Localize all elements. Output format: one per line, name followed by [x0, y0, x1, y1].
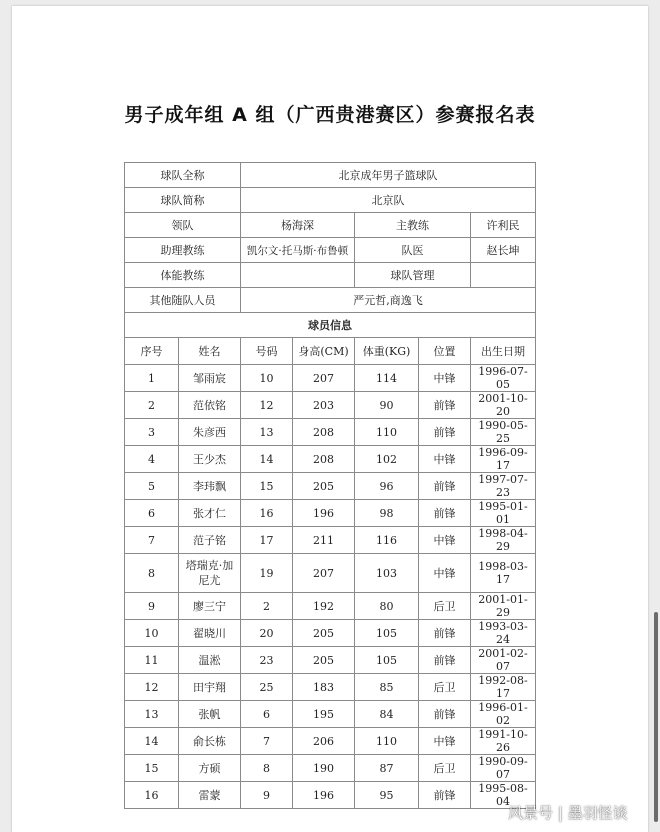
player-number: 2 [241, 593, 293, 620]
player-number: 25 [241, 674, 293, 701]
player-number: 10 [241, 365, 293, 392]
player-index: 14 [125, 728, 179, 755]
doctor-value: 赵长坤 [471, 238, 536, 263]
table-row [125, 554, 536, 593]
manager-value [471, 263, 536, 288]
player-weight: 102 [355, 446, 419, 473]
doctor-label: 队医 [355, 238, 471, 263]
player-name: 方硕 [179, 755, 241, 782]
player-position: 后卫 [419, 593, 471, 620]
player-name: 朱彦西 [179, 419, 241, 446]
player-birthdate: 1991-10-26 [471, 728, 536, 755]
player-number: 15 [241, 473, 293, 500]
player-position: 中锋 [419, 554, 471, 593]
scrollbar[interactable] [654, 612, 658, 822]
players-section-row [125, 313, 536, 338]
player-position: 中锋 [419, 365, 471, 392]
player-index: 15 [125, 755, 179, 782]
player-number: 20 [241, 620, 293, 647]
player-name: 廖三宁 [179, 593, 241, 620]
player-name: 范依铭 [179, 392, 241, 419]
table-row [125, 446, 536, 473]
table-row [125, 782, 536, 809]
player-birthdate: 1995-08-04 [471, 782, 536, 809]
team-full-name-row [125, 163, 536, 188]
player-height: 208 [293, 419, 355, 446]
leader-label: 领队 [125, 213, 241, 238]
player-index: 9 [125, 593, 179, 620]
others-value: 严元哲,商逸飞 [241, 288, 536, 313]
table-row [125, 674, 536, 701]
player-number: 16 [241, 500, 293, 527]
player-index: 13 [125, 701, 179, 728]
player-index: 4 [125, 446, 179, 473]
player-name: 李玮飘 [179, 473, 241, 500]
player-name: 翟晓川 [179, 620, 241, 647]
player-height: 196 [293, 500, 355, 527]
leader-value: 杨海深 [241, 213, 355, 238]
player-name: 范子铭 [179, 527, 241, 554]
player-height: 183 [293, 674, 355, 701]
leader-row [125, 213, 536, 238]
player-weight: 85 [355, 674, 419, 701]
player-birthdate: 2001-10-20 [471, 392, 536, 419]
fitness-value [241, 263, 355, 288]
player-index: 10 [125, 620, 179, 647]
player-index: 6 [125, 500, 179, 527]
player-name: 王少杰 [179, 446, 241, 473]
player-height: 192 [293, 593, 355, 620]
watermark: 风景号 | 墨羽怪谈 [508, 804, 628, 822]
others-row [125, 288, 536, 313]
registration-table [124, 162, 536, 809]
player-weight: 84 [355, 701, 419, 728]
player-number: 9 [241, 782, 293, 809]
player-number: 14 [241, 446, 293, 473]
player-name: 张才仁 [179, 500, 241, 527]
player-birthdate: 1990-09-07 [471, 755, 536, 782]
player-birthdate: 2001-02-07 [471, 647, 536, 674]
player-name: 俞长栋 [179, 728, 241, 755]
player-weight: 87 [355, 755, 419, 782]
others-label: 其他随队人员 [125, 288, 241, 313]
assistant-row [125, 238, 536, 263]
player-height: 195 [293, 701, 355, 728]
col-header-height: 身高(CM) [293, 338, 355, 365]
table-row [125, 755, 536, 782]
player-position: 前锋 [419, 473, 471, 500]
player-birthdate: 1996-01-02 [471, 701, 536, 728]
fitness-row [125, 263, 536, 288]
player-position: 前锋 [419, 620, 471, 647]
player-name: 邹雨宸 [179, 365, 241, 392]
table-row [125, 527, 536, 554]
player-height: 196 [293, 782, 355, 809]
player-birthdate: 1993-03-24 [471, 620, 536, 647]
player-number: 12 [241, 392, 293, 419]
player-index: 12 [125, 674, 179, 701]
player-index: 3 [125, 419, 179, 446]
table-row [125, 500, 536, 527]
player-position: 前锋 [419, 392, 471, 419]
player-number: 17 [241, 527, 293, 554]
player-weight: 103 [355, 554, 419, 593]
table-row [125, 365, 536, 392]
table-row [125, 620, 536, 647]
assistant-value: 凯尔文·托马斯·布鲁顿 [241, 238, 355, 263]
col-header-index: 序号 [125, 338, 179, 365]
team-short-name-label: 球队简称 [125, 188, 241, 213]
player-birthdate: 1997-07-23 [471, 473, 536, 500]
head-coach-value: 许利民 [471, 213, 536, 238]
table-row [125, 728, 536, 755]
player-birthdate: 1998-03-17 [471, 554, 536, 593]
player-number: 13 [241, 419, 293, 446]
player-height: 205 [293, 473, 355, 500]
player-birthdate: 1996-07-05 [471, 365, 536, 392]
document-title: 男子成年组 A 组（广西贵港赛区）参赛报名表 [124, 104, 536, 126]
player-birthdate: 2001-01-29 [471, 593, 536, 620]
table-row [125, 473, 536, 500]
player-name: 雷蒙 [179, 782, 241, 809]
team-full-name-label: 球队全称 [125, 163, 241, 188]
player-index: 11 [125, 647, 179, 674]
player-index: 7 [125, 527, 179, 554]
table-row [125, 593, 536, 620]
player-number: 7 [241, 728, 293, 755]
player-birthdate: 1992-08-17 [471, 674, 536, 701]
player-rows [125, 365, 536, 809]
player-index: 1 [125, 365, 179, 392]
player-position: 中锋 [419, 527, 471, 554]
player-weight: 116 [355, 527, 419, 554]
table-row [125, 392, 536, 419]
player-weight: 95 [355, 782, 419, 809]
player-name: 塔瑞克·加尼尤 [179, 554, 241, 593]
player-index: 8 [125, 554, 179, 593]
player-position: 前锋 [419, 782, 471, 809]
col-header-position: 位置 [419, 338, 471, 365]
team-full-name-value: 北京成年男子篮球队 [241, 163, 536, 188]
player-weight: 110 [355, 419, 419, 446]
player-height: 203 [293, 392, 355, 419]
player-number: 8 [241, 755, 293, 782]
player-height: 207 [293, 554, 355, 593]
players-header-row [125, 338, 536, 365]
player-index: 2 [125, 392, 179, 419]
player-height: 211 [293, 527, 355, 554]
player-index: 16 [125, 782, 179, 809]
player-height: 208 [293, 446, 355, 473]
manager-label: 球队管理 [355, 263, 471, 288]
player-height: 207 [293, 365, 355, 392]
player-weight: 96 [355, 473, 419, 500]
player-birthdate: 1995-01-01 [471, 500, 536, 527]
player-position: 前锋 [419, 647, 471, 674]
player-index: 5 [125, 473, 179, 500]
table-row [125, 419, 536, 446]
player-height: 205 [293, 620, 355, 647]
table-row [125, 701, 536, 728]
col-header-weight: 体重(KG) [355, 338, 419, 365]
player-weight: 105 [355, 647, 419, 674]
assistant-label: 助理教练 [125, 238, 241, 263]
col-header-birthdate: 出生日期 [471, 338, 536, 365]
player-weight: 98 [355, 500, 419, 527]
player-height: 206 [293, 728, 355, 755]
player-number: 23 [241, 647, 293, 674]
player-birthdate: 1998-04-29 [471, 527, 536, 554]
player-weight: 90 [355, 392, 419, 419]
player-number: 19 [241, 554, 293, 593]
player-position: 前锋 [419, 419, 471, 446]
col-header-name: 姓名 [179, 338, 241, 365]
player-height: 190 [293, 755, 355, 782]
players-section-heading: 球员信息 [125, 313, 536, 338]
col-header-number: 号码 [241, 338, 293, 365]
player-number: 6 [241, 701, 293, 728]
player-position: 中锋 [419, 446, 471, 473]
player-weight: 114 [355, 365, 419, 392]
player-name: 温淞 [179, 647, 241, 674]
team-short-name-row [125, 188, 536, 213]
player-birthdate: 1996-09-17 [471, 446, 536, 473]
team-short-name-value: 北京队 [241, 188, 536, 213]
player-position: 前锋 [419, 701, 471, 728]
player-weight: 110 [355, 728, 419, 755]
player-position: 中锋 [419, 728, 471, 755]
player-weight: 80 [355, 593, 419, 620]
head-coach-label: 主教练 [355, 213, 471, 238]
player-birthdate: 1990-05-25 [471, 419, 536, 446]
player-weight: 105 [355, 620, 419, 647]
player-position: 后卫 [419, 755, 471, 782]
fitness-label: 体能教练 [125, 263, 241, 288]
player-name: 田宇翔 [179, 674, 241, 701]
player-position: 后卫 [419, 674, 471, 701]
player-position: 前锋 [419, 500, 471, 527]
player-name: 张帆 [179, 701, 241, 728]
table-row [125, 647, 536, 674]
player-height: 205 [293, 647, 355, 674]
